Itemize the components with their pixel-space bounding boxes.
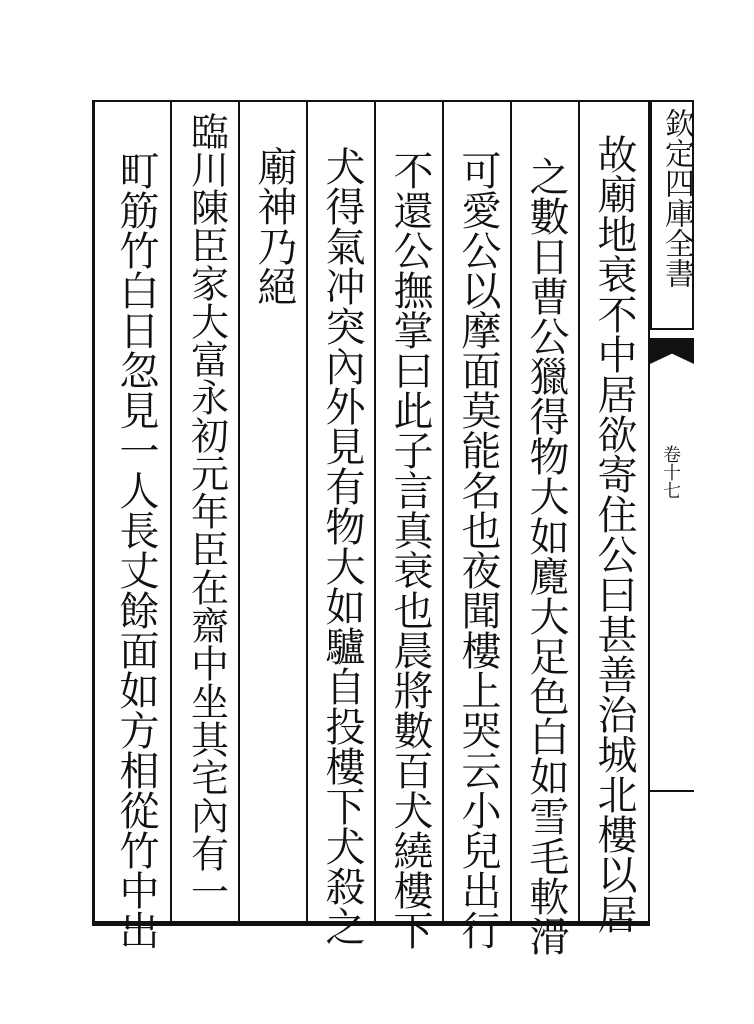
column-divider: [238, 100, 240, 926]
column-divider: [170, 100, 172, 926]
column-text: 犬得氣冲突內外見有物大如驢自投樓下犬殺之: [319, 146, 365, 946]
volume-number: 卷十七: [660, 445, 681, 499]
text-column-5: [314, 146, 370, 946]
column-text: 故廟地衰不中居欲寄住公曰甚善治城北樓以居: [591, 134, 637, 934]
book-spine: [650, 100, 694, 926]
column-divider: [510, 100, 512, 926]
text-column-4: [382, 150, 438, 950]
spine-title: 欽定四庫全書: [659, 108, 694, 288]
text-column-2: [518, 156, 574, 956]
column-text: 不還公撫掌曰此子言真衰也晨將數百犬繞樓下: [387, 150, 433, 950]
spine-divider: [650, 790, 694, 792]
column-text: 臨川陳臣家大富永初元年臣在齋中坐其宅內有一: [184, 112, 229, 910]
column-text: 之數日曹公獵得物大如麑大足色白如雪毛軟滑: [523, 156, 569, 956]
column-text: 廟神乃絕: [251, 146, 297, 306]
text-column-7: [178, 112, 234, 910]
text-column-8: [108, 150, 164, 950]
text-column-3: [450, 150, 506, 950]
column-text: 可愛公以摩面莫能名也夜聞樓上哭云小兒出行: [455, 150, 501, 950]
column-divider: [578, 100, 580, 926]
column-divider: [306, 100, 308, 926]
fishtail-mark-icon: [650, 338, 694, 364]
column-divider: [374, 100, 376, 926]
text-column-1: [586, 134, 642, 934]
column-text: 町筋竹白日忽見一人長丈餘面如方相從竹中出: [113, 150, 159, 950]
text-column-6: [246, 146, 302, 306]
column-divider: [442, 100, 444, 926]
